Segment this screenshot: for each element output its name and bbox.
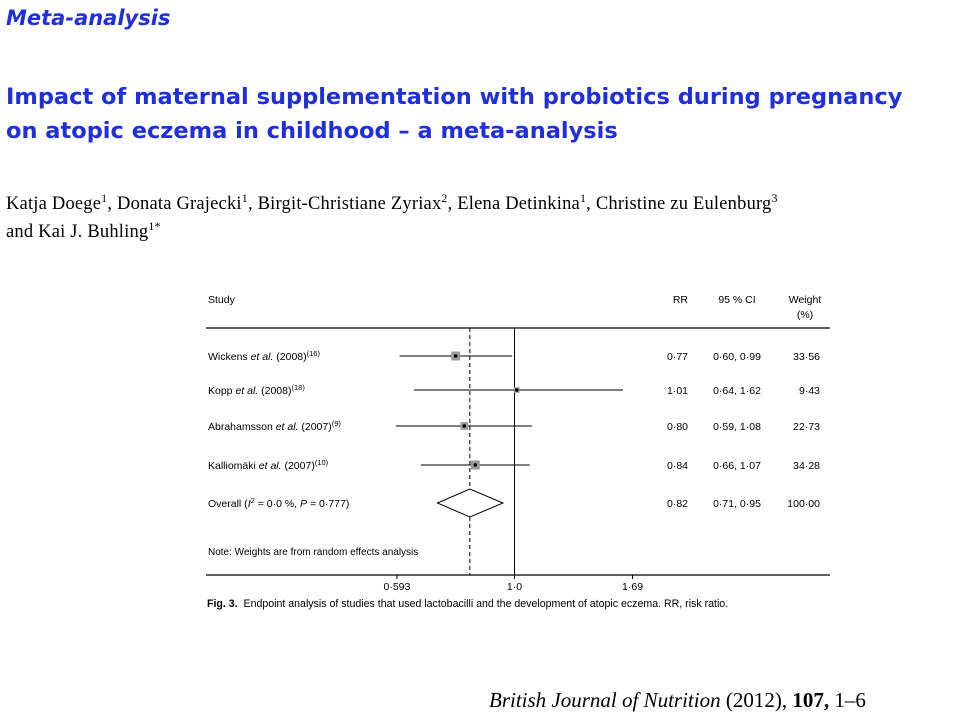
rr-value: 0·84 [666, 460, 688, 472]
study-etal: et al. [258, 460, 282, 472]
study-label [208, 419, 341, 433]
caption-label: Fig. 3. [207, 598, 238, 610]
overall-weight-value: 100·00 [787, 498, 820, 510]
author-affiliation: 2 [441, 190, 448, 205]
study-year: (2008) [273, 351, 307, 363]
x-tick-label: 1·69 [622, 581, 644, 593]
author-affiliation: 3 [771, 190, 778, 205]
x-tick-label: 0·593 [383, 581, 411, 593]
header-rr: RR [672, 294, 688, 306]
journal-citation [489, 688, 866, 713]
header-weight: Weight [788, 294, 822, 306]
study-ref: (16) [306, 349, 320, 358]
author-name: Katja Doege [6, 194, 102, 214]
author-affiliation: 1* [148, 218, 161, 233]
study-etal: et al. [235, 385, 259, 397]
journal-pages: 1–6 [834, 688, 866, 712]
study-etal: et al. [275, 421, 299, 433]
ci-value: 0·60, 0·99 [713, 351, 761, 363]
author-affiliation: 1 [101, 190, 108, 205]
journal-name: British Journal of Nutrition [489, 688, 721, 712]
study-etal: et al. [250, 351, 274, 363]
weight-value: 9·43 [798, 385, 820, 397]
paper-title-line-2: on atopic eczema in childhood – a meta-analysis [6, 118, 618, 144]
study-author: Kalliomäki [208, 460, 259, 472]
author-name: Kai J. Buhling [38, 222, 149, 242]
rr-value: 1·01 [666, 385, 688, 397]
rr-value: 0·77 [666, 351, 688, 363]
overall-label [208, 496, 349, 510]
paper-title-line-1: Impact of maternal supplementation with probiotics during pregnancy [6, 84, 903, 110]
ci-value: 0·66, 1·07 [713, 460, 761, 472]
author-name: Donata Grajecki [117, 194, 242, 214]
caption-text: Endpoint analysis of studies that used lactobacilli and the development of atopic eczema. RR, risk ratio. [243, 598, 729, 610]
journal-volume: 107, [792, 688, 830, 712]
study-ref: (10) [314, 458, 329, 467]
rr-value: 0·80 [666, 421, 688, 433]
section-label: Meta-analysis [6, 6, 171, 30]
forest-plot [200, 285, 840, 597]
p-symbol: P [300, 498, 308, 510]
i2-sup: 2 [250, 496, 255, 505]
study-year: (2008) [258, 385, 292, 397]
ci-value: 0·59, 1·08 [713, 421, 761, 433]
i2-value: = 0·0 %, [254, 498, 301, 510]
header-study: Study [208, 294, 235, 306]
i2-symbol: I [247, 498, 251, 510]
p-value: = 0·777) [307, 498, 350, 510]
weight-value: 33·56 [793, 351, 820, 363]
author-name: Elena Detinkina [457, 194, 580, 214]
author-name: Christine zu Eulenburg [595, 194, 772, 214]
study-label [208, 349, 320, 363]
study-label [208, 383, 305, 397]
figure-caption [207, 598, 728, 610]
author-affiliation: 1 [579, 190, 587, 205]
point-estimate [515, 388, 519, 392]
overall-prefix: Overall ( [208, 498, 248, 510]
study-author: Kopp [208, 385, 236, 397]
study-year: (2007) [298, 421, 332, 433]
overall-ci-value: 0·71, 0·95 [713, 498, 761, 510]
study-ref: (9) [331, 419, 341, 428]
study-ref: (18) [291, 383, 305, 392]
point-estimate [473, 463, 477, 467]
author-name: Birgit-Christiane Zyriax [257, 194, 442, 214]
header-weight-unit: (%) [796, 309, 814, 321]
weights-note: Note: Weights are from random effects analysis [208, 547, 419, 558]
journal-year: (2012), [725, 688, 788, 712]
weight-value: 34·28 [793, 460, 820, 472]
ci-value: 0·64, 1·62 [713, 385, 761, 397]
overall-rr-value: 0·82 [666, 498, 688, 510]
overall-diamond [437, 489, 503, 517]
point-estimate [462, 424, 466, 428]
x-tick-label: 1·0 [506, 581, 523, 593]
point-estimate [454, 354, 458, 358]
study-author: Abrahamsson [208, 421, 276, 433]
study-author: Wickens [208, 351, 251, 363]
weight-value: 22·73 [793, 421, 820, 433]
author-affiliation: 1 [241, 190, 248, 205]
study-year: (2007) [281, 460, 315, 472]
author-conjunction: and [6, 222, 34, 242]
header-ci: 95 % CI [718, 294, 756, 306]
author-list: Katja Doege$^1$, Donata Grajecki$^1$, Birgit-Christiane Zyriax$^2$, Elena Detinkina$^1$, Christine zu Eulenburg$^3$ and Kai J. Buhling$^{1*}$ [6, 190, 778, 242]
study-label [208, 458, 329, 472]
paper-title [6, 80, 946, 148]
